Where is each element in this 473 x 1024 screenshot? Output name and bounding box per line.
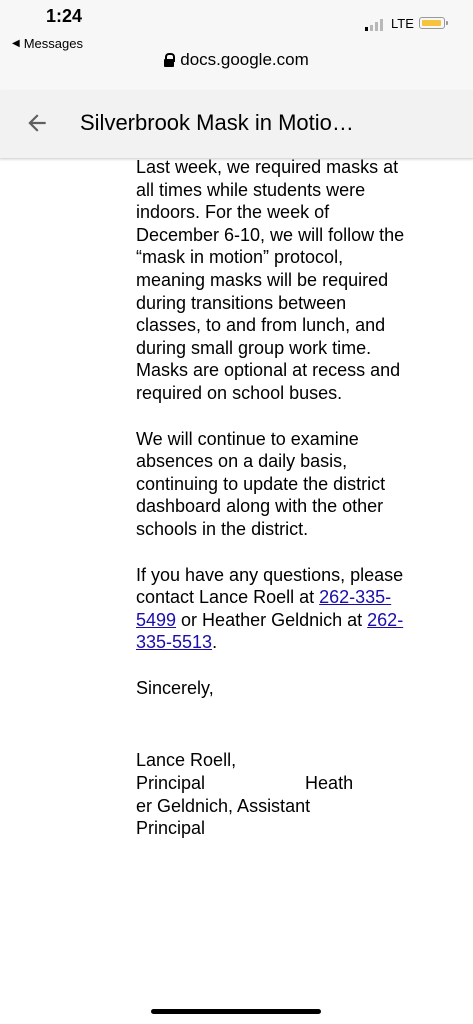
document-title: Silverbrook Mask in Motio… [80,110,354,135]
back-arrow-icon[interactable] [24,110,50,136]
signature-line: er Geldnich, Assistant [136,795,311,816]
paragraph-contact [136,564,411,654]
back-to-messages-button[interactable] [12,36,83,51]
signature-block [136,749,411,839]
phone-link-lance[interactable]: 262-335-5499 [136,587,392,630]
url-text: docs.google.com [180,50,309,69]
contact-text-2: or Heather Geldnich at [176,609,368,630]
paragraph-masks: Last week, we required masks at all times while students were indoors. For the week of December 6-10, we will follow the “mask in motion” protocol, meaning masks will be required during transitions between classes, to and from lunch, and during small group work time. Masks are optional at recess and required on school buses. [136,157,405,403]
phone-link-heather[interactable]: 262-335-5513 [136,609,404,653]
signature-line: Principal Heath [136,773,354,794]
status-bar [0,0,473,90]
status-time: 1:24 [46,6,83,26]
paragraph-absences: We will continue to examine absences on a daily basis, continuing to update the district dashboard along with the other schools in the district. [136,428,386,539]
address-bar[interactable] [0,50,473,70]
contact-text-1: If you have any questions, please contact Lance Roell at [136,564,404,608]
signature-line: Lance Roell, [136,750,237,771]
network-type: LTE [391,16,414,31]
contact-text-3: . [212,632,218,653]
document-body [136,156,411,840]
back-app-label: Messages [23,36,83,51]
document-header [0,90,473,159]
cellular-signal-icon [365,19,383,31]
closing: Sincerely, [136,677,214,698]
lock-icon [164,53,174,67]
battery-icon [419,17,445,29]
home-indicator[interactable] [151,1009,321,1014]
back-triangle-icon: ◀ [12,38,20,49]
signature-line: Principal [136,818,206,839]
